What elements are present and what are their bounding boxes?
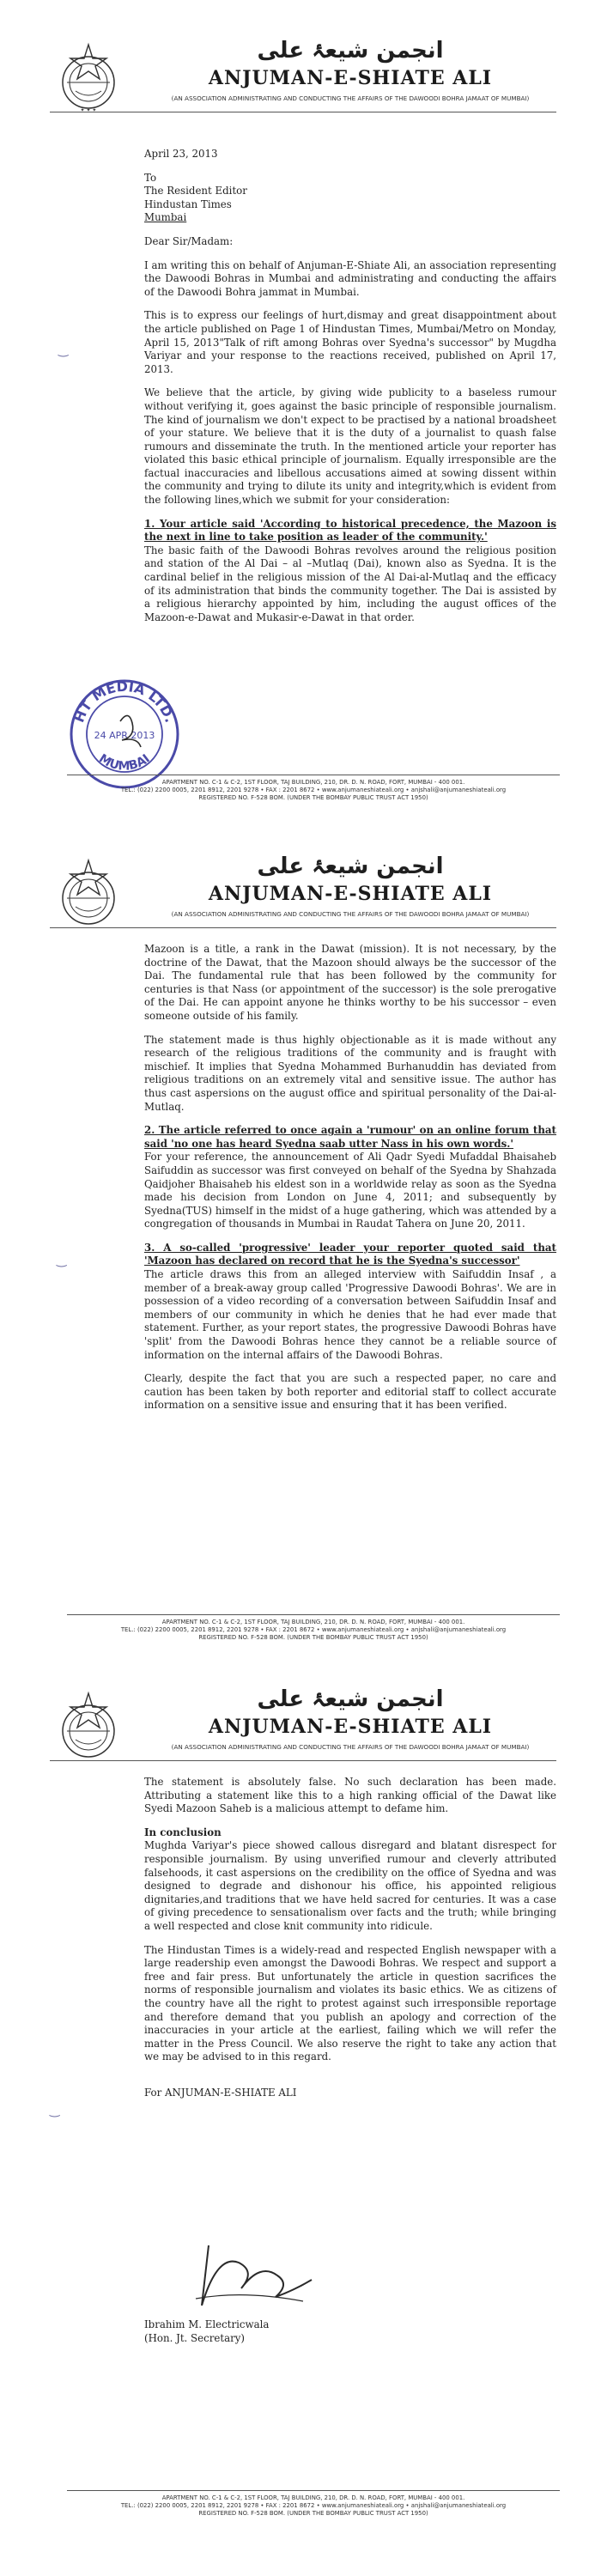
svg-text:✦ ✦ ✦: ✦ ✦ ✦ xyxy=(80,107,97,113)
stamp-city: MUMBAI xyxy=(96,751,153,774)
paragraph: Mughda Variyar's piece showed callous disregard and blatant disrespect for responsible journalism. By using unverified rumour and cleverly attributed falsehoods, it cast aspersions on the credibility on the office of Syedna and was designed to degrade and dishonour his office, his appointed religious dignitaries,and traditions that we have held sacred for centuries. It was a case of giving precedence to sensationalism over facts and the truth; while bringing a well respected and close knit community into ridicule. xyxy=(144,1839,556,1932)
signer-title: (Hon. Jt. Secretary) xyxy=(144,2331,246,2344)
paragraph: I am writing this on behalf of Anjuman-E-Shiate Ali, an association representing the Dawoodi Bohras in Mumbai and administrating and conducting the affairs of the Dawoodi Bohra jammat in Mumbai. xyxy=(144,258,556,298)
point-1-heading: 1. Your article said 'According to historical precedence, the Mazoon is the next in line to take position as leader of the community.' xyxy=(144,517,556,544)
letterhead-title: ANJUMAN-E-SHIATE ALI xyxy=(208,67,493,89)
point-2-heading: 2. The article referred to once again a 'rumour' on an online forum that said 'no one has heard Syedna saab utter Nass in his own words.' xyxy=(144,1124,556,1150)
footer-address: APARTMENT NO. C-1 & C-2, 1ST FLOOR, TAJ BUILDING, 210, DR. D. N. ROAD, FORT, MUMBAI - 400 001. xyxy=(161,2494,465,2501)
anjuman-logo-icon xyxy=(50,38,127,115)
binder-hole-mark: ‿ xyxy=(57,1254,67,1267)
svg-text:HT MEDIA LTD. xyxy=(70,678,179,725)
paragraph: We believe that the article, by giving wide publicity to a baseless rumour without verifying it, goes against the basic principle of responsible journalism. The kind of journalism we don't expect to be practised by a national broadsheet of your stature. We believe that it is the duty of a journalist to quash false rumours and disseminate the truth. In the mentioned article your reporter has violated this basic ethical principle of journalism. Equally irresponsible are the factual inaccuracies and libellous accusations aimed at sowing dissent within the community and trying to dilute its unity and integrity,which is evident from the following lines,which we submit for your consideration: xyxy=(144,386,556,507)
recipient-line: The Resident Editor xyxy=(144,185,247,197)
letter-page-3 xyxy=(15,1683,586,2542)
paragraph: The statement is absolutely false. No such declaration has been made. Attributing a statement like this to a high ranking official of the Dawat like Syedi Mazoon Saheb is a malicious attempt to defame him. xyxy=(144,1776,556,1815)
letter-date: April 23, 2013 xyxy=(144,148,218,160)
letterhead-footer xyxy=(67,1614,560,1642)
letterhead-divider xyxy=(50,927,556,928)
signer-block xyxy=(144,2318,556,2345)
recipient-line: Hindustan Times xyxy=(144,197,232,210)
stamp-date: 24 APR 2013 xyxy=(94,730,155,741)
paragraph: The basic faith of the Dawoodi Bohras revolves around the religious position and station of the Al Dai – al –Mutlaq (Dai), known also as Syedna. It is the cardinal belief in the religious mission of the Al Dai-al-Mutlaq and the efficacy of its administration that binds the community together. The Dai is assisted by a religious hierarchy appointed by him, including the august offices of the Mazoon-e-Dawat and Mukasir-e-Dawat in that order. xyxy=(144,544,556,623)
paragraph: The article draws this from an alleged interview with Saifuddin Insaf , a member of a break-away group called 'Progressive Dawoodi Bohras'. We are in possession of a video recording of a conversation between Saifuddin Insaf and members of our community in which he denies that he had ever made that statement. Further, as your report states, the progressive Dawoodi Bohras have 'split' from the Dawoodi Bohras hence they cannot be a reliable source of information on the internal affairs of the Dawoodi Bohras. xyxy=(144,1268,556,1361)
footer-contact: TEL.: (022) 2200 0005, 2201 8912, 2201 9278 • FAX : 2201 8672 • www.anjumaneshiateali.org • anjshali@anjumaneshiateali.org xyxy=(120,2502,507,2509)
paragraph: Clearly, despite the fact that you are such a respected paper, no care and caution has been taken by both reporter and editorial staff to collect accurate information on a sensitive issue and ensuring that it has been verified. xyxy=(144,1372,556,1412)
paragraph: Mazoon is a title, a rank in the Dawat (mission). It is not necessary, by the doctrine of the Dawat, that the Mazoon should always be the successor of the Dai. The fundamental rule that has been followed by the community for centuries is that Nass (or appointment of the successor) is the sole prerogative of the Dai. He can appoint anyone he thinks worthy to be his successor – even someone outside of his family. xyxy=(144,943,556,1022)
footer-address: APARTMENT NO. C-1 & C-2, 1ST FLOOR, TAJ BUILDING, 210, DR. D. N. ROAD, FORT, MUMBAI - 400 001. xyxy=(161,779,465,786)
recipient-line: Mumbai xyxy=(144,211,187,224)
signer-name: Ibrahim M. Electricwala xyxy=(144,2318,270,2330)
letterhead-urdu-title: انجمن شیعۂ علی xyxy=(257,1686,444,1712)
footer-registration: REGISTERED NO. F-528 BOM. (UNDER THE BOMBAY PUBLIC TRUST ACT 1950) xyxy=(198,794,428,801)
letter-body-page-1 xyxy=(144,148,556,635)
footer-contact: TEL.: (022) 2200 0005, 2201 8912, 2201 9278 • FAX : 2201 8672 • www.anjumaneshiateali.org • anjshali@anjumaneshiateali.org xyxy=(120,1626,507,1633)
anjuman-logo-icon xyxy=(50,1686,127,1764)
signoff: For ANJUMAN-E-SHIATE ALI xyxy=(144,2086,297,2099)
letterhead-subtitle: (AN ASSOCIATION ADMINISTRATING AND CONDUCTING THE AFFAIRS OF THE DAWOODI BOHRA JAMAAT OF MUMBAI) xyxy=(171,910,530,918)
letterhead-divider xyxy=(50,1760,556,1761)
letterhead-urdu-title: انجمن شیعۂ علی xyxy=(257,854,444,879)
letterhead-subtitle: (AN ASSOCIATION ADMINISTRATING AND CONDUCTING THE AFFAIRS OF THE DAWOODI BOHRA JAMAAT OF MUMBAI) xyxy=(171,1743,530,1751)
paragraph: This is to express our feelings of hurt,dismay and great disappointment about the article published on Page 1 of Hindustan Times, Mumbai/Metro on Monday, April 15, 2013"Talk of rift among Bohras over Syedna's successor" by Mugdha Variyar and your response to the reactions received, published on April 17, 2013. xyxy=(144,309,556,375)
anjuman-logo-icon xyxy=(50,854,127,931)
letter-page-2 xyxy=(15,850,586,1666)
letter-body-page-3 xyxy=(144,1776,556,2110)
letter-page-1 xyxy=(15,34,586,824)
paragraph: For your reference, the announcement of Ali Qadr Syedi Mufaddal Bhaisaheb Saifuddin as successor was first conveyed on behalf of the Syedna by Shahzada Qaidjoher Bhaisaheb his eldest son in a worldwide relay as soon as the Syedna made his decision from London on June 4, 2011; and subsequently by Syedna(TUS) himself in the midst of a huge gathering, which was attended by a congregation of thousands in Mumbai in Raudat Tahera on June 20, 2011. xyxy=(144,1151,556,1230)
letter-body-page-2 xyxy=(144,943,556,1423)
point-3-heading: 3. A so-called 'progressive' leader your reporter quoted said that 'Mazoon has declared on record that he is the Syedna's successor' xyxy=(144,1241,556,1267)
footer-registration: REGISTERED NO. F-528 BOM. (UNDER THE BOMBAY PUBLIC TRUST ACT 1950) xyxy=(198,1634,428,1641)
binder-hole-mark: ‿ xyxy=(58,343,69,357)
conclusion-heading: In conclusion xyxy=(144,1826,222,1838)
footer-contact: TEL.: (022) 2200 0005, 2201 8912, 2201 9278 • FAX : 2201 8672 • www.anjumaneshiateali.org • anjshali@anjumaneshiateali.org xyxy=(120,787,507,793)
letterhead-footer xyxy=(67,2490,560,2518)
letterhead-subtitle: (AN ASSOCIATION ADMINISTRATING AND CONDUCTING THE AFFAIRS OF THE DAWOODI BOHRA JAMAAT OF MUMBAI) xyxy=(171,94,530,102)
salutation: Dear Sir/Madam: xyxy=(144,234,234,247)
letterhead-footer xyxy=(67,775,560,802)
letterhead-title: ANJUMAN-E-SHIATE ALI xyxy=(208,883,493,905)
stamp-name: HT MEDIA LTD. xyxy=(70,677,179,725)
signature-mark xyxy=(191,2237,320,2314)
letterhead-title: ANJUMAN-E-SHIATE ALI xyxy=(208,1716,493,1738)
footer-registration: REGISTERED NO. F-528 BOM. (UNDER THE BOMBAY PUBLIC TRUST ACT 1950) xyxy=(198,2510,428,2517)
svg-text:MUMBAI xyxy=(96,751,152,773)
paragraph: The Hindustan Times is a widely-read and respected English newspaper with a large readership even amongst the Dawoodi Bohras. We respect and support a free and fair press. But unfortunately the article in question sacrifices the norms of responsible journalism and violates its basic ethics. We as citizens of the country have all the right to protest against such irresponsible reportage and therefore demand that you publish an apology and correction of the inaccuracies in your article at the earliest, failing which we will refer the matter in the Press Council. We also reserve the right to take any action that we may be advised to in this regard. xyxy=(144,1943,556,2063)
binder-hole-mark: ‿ xyxy=(50,2104,60,2117)
footer-address: APARTMENT NO. C-1 & C-2, 1ST FLOOR, TAJ BUILDING, 210, DR. D. N. ROAD, FORT, MUMBAI - 400 001. xyxy=(161,1619,465,1625)
paragraph: The statement made is thus highly objectionable as it is made without any research of the religious traditions of the community and is fraught with mischief. It implies that Syedna Mohammed Burhanuddin has deviated from religious traditions on an extremely vital and sensitive issue. The author has thus cast aspersions on the august office and spiritual personality of the Dai-al-Mutlaq. xyxy=(144,1033,556,1113)
letterhead-urdu-title: انجمن شیعۂ علی xyxy=(257,38,444,64)
recipient-line: To xyxy=(144,171,157,184)
